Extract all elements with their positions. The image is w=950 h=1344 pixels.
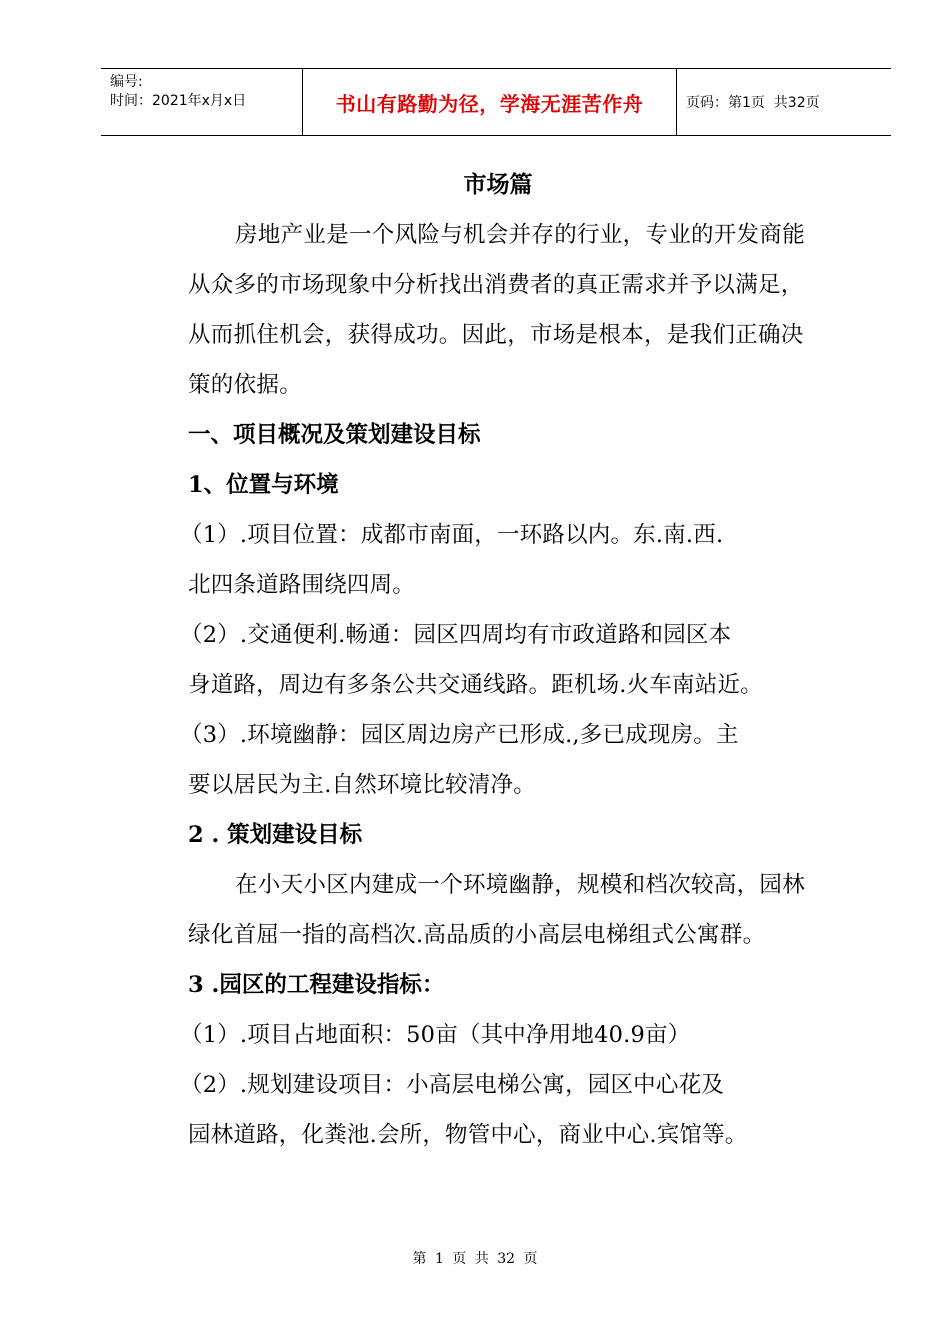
intro-paragraph: 房地产业是一个风险与机会并存的行业，专业的开发商能从众多的市场现象中分析找出消费者的真正需求并予以满足，从而抓住机会，获得成功。因此，市场是根本，是我们正确决策的依据。: [188, 222, 806, 398]
item-line: （2）.交通便利.畅通：园区四周均有市政道路和园区本: [180, 622, 732, 648]
sub3-heading: 3 .园区的工程建设指标：: [188, 972, 445, 998]
item-line: （2）.规划建设项目：小高层电梯公寓，园区中心花及: [180, 1072, 724, 1098]
page-footer: 第 1 页 共 32 页: [412, 1251, 538, 1267]
item-line: 园林道路，化粪池.会所，物管中心，商业中心.宾馆等。: [188, 1122, 748, 1148]
list-item: [180, 1010, 818, 1060]
list-item: [180, 710, 818, 810]
header-page-cell: [677, 69, 891, 135]
sub2-heading: 2 . 策划建设目标: [188, 822, 363, 848]
header-table: [101, 68, 891, 136]
page-info: 页码：第1页 共32页: [686, 95, 820, 111]
number-label: 编号:: [110, 74, 143, 90]
item-line: （3）.环境幽静：园区周边房产已形成.,多已成现房。主: [180, 722, 739, 748]
item-line: （1）.项目占地面积：50亩（其中净用地40.9亩）: [180, 1022, 691, 1048]
item-line: 身道路，周边有多条公共交通线路。距机场.火车南站近。: [188, 672, 763, 698]
sub2-paragraph: 在小天小区内建成一个环境幽静，规模和档次较高，园林绿化首屈一指的高档次.高品质的小高层电梯组式公寓群。: [188, 872, 806, 948]
item-line: 要以居民为主.自然环境比较清净。: [188, 772, 536, 798]
list-item: [180, 510, 818, 610]
document-title: 市场篇: [463, 171, 533, 198]
section1-heading: 一、项目概况及策划建设目标: [188, 422, 481, 448]
motto-text: 书山有路勤为径，学海无涯苦作舟: [335, 91, 644, 116]
item-line: 北四条道路围绕四周。: [188, 572, 416, 598]
time-label: 时间：2021年x月x日: [110, 93, 247, 109]
header-meta-cell: [101, 69, 303, 135]
document-body: [180, 160, 818, 1160]
item-line: （1）.项目位置：成都市南面，一环路以内。东.南.西.: [180, 522, 724, 548]
sub1-heading: 1、位置与环境: [188, 472, 339, 498]
list-item: [180, 610, 818, 710]
header-motto-cell: [303, 69, 677, 135]
list-item: [180, 1060, 818, 1160]
